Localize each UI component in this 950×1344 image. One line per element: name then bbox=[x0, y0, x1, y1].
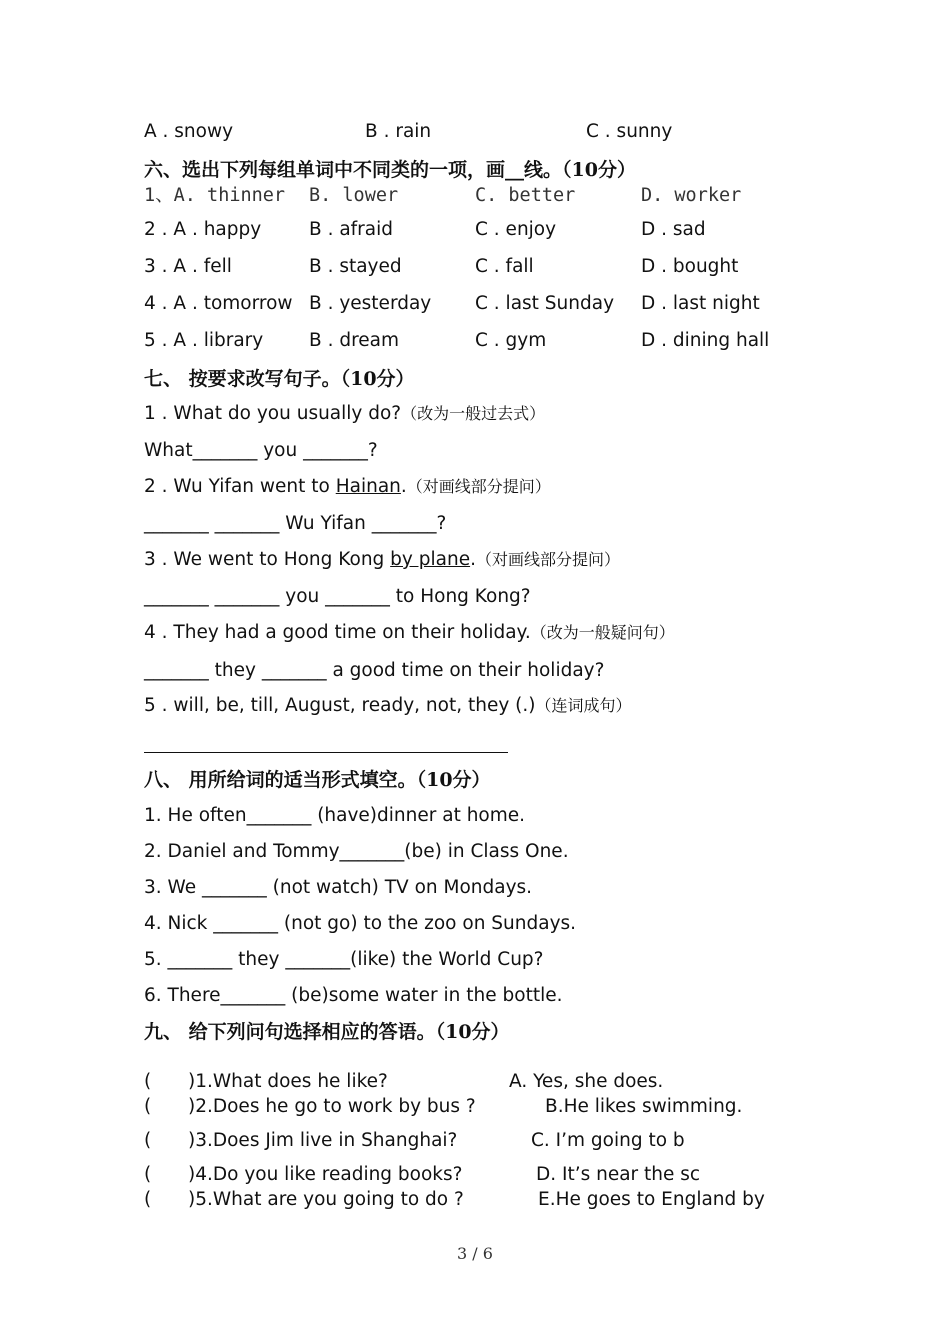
s9-row5-question: )5.What are you going to do ? bbox=[188, 1189, 464, 1210]
row4-option-b: B . yesterday bbox=[309, 293, 432, 314]
option-b: B . rain bbox=[365, 121, 432, 142]
s9-row3-answer: C. I’m going to b bbox=[531, 1130, 685, 1151]
s9-row1-paren: ( bbox=[144, 1071, 152, 1092]
s9-row1-question: )1.What does he like? bbox=[188, 1071, 388, 1092]
s7-q5-note: （连词成句） bbox=[535, 696, 632, 715]
s7-answer-line-5[interactable] bbox=[144, 752, 508, 753]
row1-option-b: B. lower bbox=[309, 185, 399, 206]
row2-option-b: B . afraid bbox=[309, 219, 394, 240]
s7-q4-note: （改为一般疑问句） bbox=[530, 623, 675, 642]
s8-item-3: 3. We _______ (not watch) TV on Mondays. bbox=[144, 877, 533, 898]
s9-row3-question: )3.Does Jim live in Shanghai? bbox=[188, 1130, 458, 1151]
s8-item-4: 4. Nick _______ (not go) to the zoo on Sundays. bbox=[144, 913, 577, 934]
row5-option-d: D . dining hall bbox=[641, 330, 770, 351]
s9-row5-answer: E.He goes to England by bbox=[538, 1189, 765, 1210]
s7-q2-pre: 2 . Wu Yifan went to bbox=[144, 476, 336, 497]
page-number: 3 / 6 bbox=[457, 1244, 493, 1263]
row5-option-b: B . dream bbox=[309, 330, 400, 351]
s9-row2-paren: ( bbox=[144, 1096, 152, 1117]
s9-row2-answer: B.He likes swimming. bbox=[545, 1096, 743, 1117]
s9-row4-question: )4.Do you like reading books? bbox=[188, 1164, 463, 1185]
row1-option-a: 1、A. thinner bbox=[144, 185, 286, 206]
s7-question-4 bbox=[144, 621, 675, 645]
s7-answer-2: _______ _______ Wu Yifan _______? bbox=[144, 513, 447, 534]
option-a: A . snowy bbox=[144, 121, 234, 142]
row4-option-d: D . last night bbox=[641, 293, 760, 314]
s7-question-5 bbox=[144, 694, 632, 718]
s9-row5-paren: ( bbox=[144, 1189, 152, 1210]
row3-option-d: D . bought bbox=[641, 256, 739, 277]
s7-q3-pre: 3 . We went to Hong Kong bbox=[144, 549, 391, 570]
row4-option-a: 4 . A . tomorrow bbox=[144, 293, 293, 314]
section9-title: 九、 给下列问句选择相应的答语。（10分） bbox=[144, 1021, 510, 1043]
s9-row2-question: )2.Does he go to work by bus ? bbox=[188, 1096, 476, 1117]
s7-q2-post: . bbox=[400, 476, 407, 497]
section6-title: 六、选出下列每组单词中不同类的一项，画__线。（10分） bbox=[144, 159, 636, 181]
row3-option-b: B . stayed bbox=[309, 256, 402, 277]
s9-row4-paren: ( bbox=[144, 1164, 152, 1185]
s7-q2-note: （对画线部分提问） bbox=[406, 477, 551, 496]
s9-row3-paren: ( bbox=[144, 1130, 152, 1151]
row1-option-c: C. better bbox=[475, 185, 576, 206]
s7-q2-underlined: Hainan bbox=[335, 476, 401, 497]
s8-item-5: 5. _______ they _______(like) the World Cup? bbox=[144, 949, 544, 970]
s7-answer-3: _______ _______ you _______ to Hong Kong? bbox=[144, 586, 531, 607]
s7-q4-text: 4 . They had a good time on their holiday. bbox=[144, 622, 531, 643]
s7-answer-1: What_______ you _______? bbox=[144, 440, 378, 461]
row3-option-c: C . fall bbox=[475, 256, 534, 277]
section8-title: 八、 用所给词的适当形式填空。（10分） bbox=[144, 769, 491, 791]
row5-option-c: C . gym bbox=[475, 330, 547, 351]
s9-row1-answer: A. Yes, she does. bbox=[509, 1071, 664, 1092]
s7-question-2 bbox=[144, 475, 551, 499]
s7-q5-text: 5 . will, be, till, August, ready, not, they (.) bbox=[144, 695, 536, 716]
s9-row4-answer: D. It’s near the sc bbox=[536, 1164, 701, 1185]
row1-option-d: D. worker bbox=[641, 185, 742, 206]
option-c: C . sunny bbox=[586, 121, 673, 142]
row3-option-a: 3 . A . fell bbox=[144, 256, 232, 277]
row2-option-c: C . enjoy bbox=[475, 219, 557, 240]
s7-q1-note: （改为一般过去式） bbox=[401, 404, 546, 423]
section7-title: 七、 按要求改写句子。（10分） bbox=[144, 368, 415, 390]
s7-q3-post: . bbox=[470, 549, 476, 570]
row4-option-c: C . last Sunday bbox=[475, 293, 615, 314]
s7-answer-4: _______ they _______ a good time on their holiday? bbox=[144, 660, 605, 681]
s8-item-6: 6. There_______ (be)some water in the bottle. bbox=[144, 985, 563, 1006]
s7-question-3 bbox=[144, 548, 620, 572]
s7-q1-text: 1 . What do you usually do? bbox=[144, 403, 402, 424]
row2-option-d: D . sad bbox=[641, 219, 706, 240]
s7-question-1 bbox=[144, 402, 545, 426]
s7-q3-note: （对画线部分提问） bbox=[475, 550, 620, 569]
s7-q3-underlined: by plane bbox=[390, 549, 471, 570]
s8-item-1: 1. He often_______ (have)dinner at home. bbox=[144, 805, 526, 826]
row2-option-a: 2 . A . happy bbox=[144, 219, 262, 240]
s8-item-2: 2. Daniel and Tommy_______(be) in Class One. bbox=[144, 841, 569, 862]
row5-option-a: 5 . A . library bbox=[144, 330, 264, 351]
